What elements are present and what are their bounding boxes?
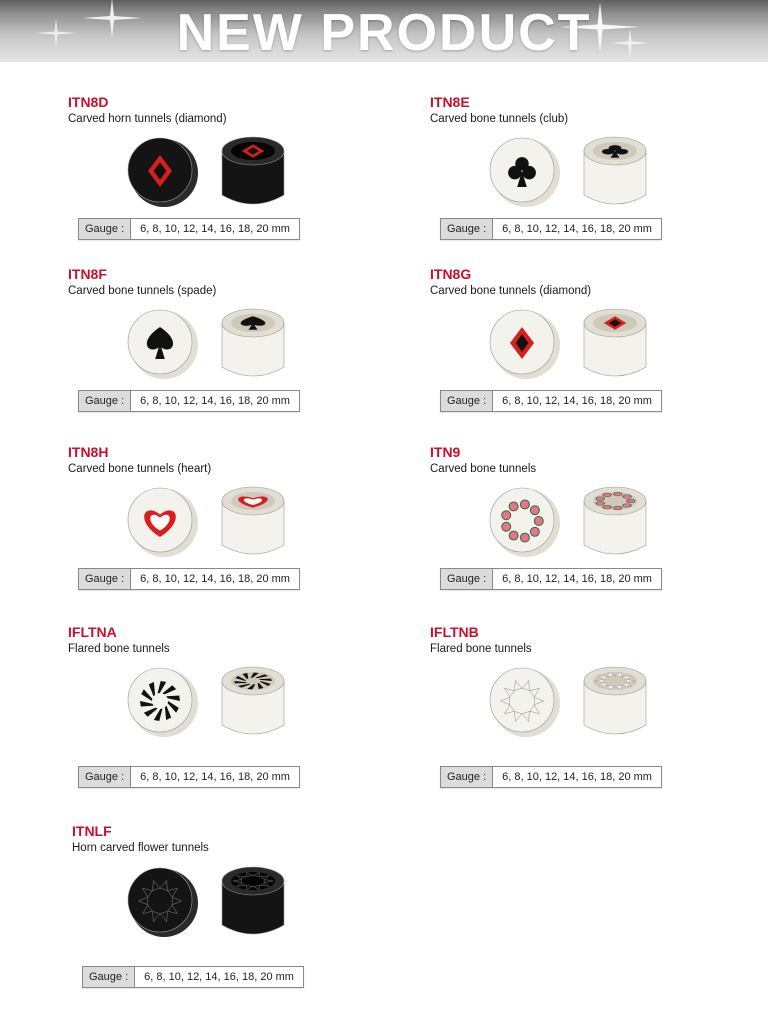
product-description: Carved bone tunnels (club) — [430, 113, 569, 125]
product-description: Flared bone tunnels — [68, 643, 170, 655]
gauge-box — [440, 568, 662, 590]
product-description: Carved bone tunnels (heart) — [68, 463, 212, 475]
product-code: ITN8E — [430, 94, 470, 110]
gauge-values: 6, 8, 10, 12, 14, 16, 18, 20 mm — [144, 971, 294, 983]
product-code: ITNLF — [72, 823, 112, 839]
product-photo — [120, 479, 300, 561]
product-code: IFLTNA — [68, 624, 117, 640]
gauge-label: Gauge : — [441, 391, 493, 411]
product-code: ITN9 — [430, 444, 461, 460]
gauge-box — [78, 766, 300, 788]
tunnel-plug-side — [222, 137, 284, 204]
tunnel-plug-front — [128, 868, 198, 937]
gauge-label: Gauge : — [441, 569, 493, 589]
product-description: Carved bone tunnels — [430, 463, 537, 475]
product-code: ITN8H — [68, 444, 109, 460]
gauge-box — [78, 218, 300, 240]
product-photo — [120, 301, 300, 383]
product-code: ITN8D — [68, 94, 109, 110]
tunnel-plug-side — [222, 867, 284, 934]
gauge-box — [440, 390, 662, 412]
gauge-box — [440, 766, 662, 788]
product-card — [430, 624, 730, 799]
product-card — [430, 266, 730, 441]
product-photo — [120, 659, 300, 741]
gauge-values: 6, 8, 10, 12, 14, 16, 18, 20 mm — [502, 223, 652, 235]
gauge-label: Gauge : — [79, 391, 131, 411]
gauge-values: 6, 8, 10, 12, 14, 16, 18, 20 mm — [140, 573, 290, 585]
tunnel-plug-front — [490, 488, 560, 557]
tunnel-plug-side — [584, 137, 646, 204]
product-code: ITN8G — [430, 266, 472, 282]
gauge-label: Gauge : — [83, 967, 135, 987]
tunnel-plug-front — [490, 668, 560, 737]
gauge-values: 6, 8, 10, 12, 14, 16, 18, 20 mm — [140, 223, 290, 235]
tunnel-plug-side — [584, 309, 646, 376]
product-code: ITN8F — [68, 266, 107, 282]
tunnel-plug-side — [222, 487, 284, 554]
gauge-box — [78, 390, 300, 412]
product-photo — [120, 129, 300, 211]
product-card — [72, 823, 372, 998]
tunnel-plug-side — [222, 667, 284, 734]
tunnel-plug-front — [128, 138, 198, 207]
tunnel-plug-front — [490, 310, 560, 379]
product-card — [430, 94, 730, 269]
tunnel-plug-front — [490, 138, 560, 207]
gauge-label: Gauge : — [441, 767, 493, 787]
gauge-values: 6, 8, 10, 12, 14, 16, 18, 20 mm — [502, 573, 652, 585]
product-card — [68, 624, 368, 799]
product-card — [68, 444, 368, 619]
gauge-box — [78, 568, 300, 590]
gauge-values: 6, 8, 10, 12, 14, 16, 18, 20 mm — [140, 771, 290, 783]
product-card — [68, 266, 368, 441]
product-code: IFLTNB — [430, 624, 479, 640]
gauge-values: 6, 8, 10, 12, 14, 16, 18, 20 mm — [502, 395, 652, 407]
tunnel-plug-side — [584, 487, 646, 554]
gauge-label: Gauge : — [79, 219, 131, 239]
product-photo — [482, 301, 662, 383]
product-photo — [482, 479, 662, 561]
gauge-label: Gauge : — [441, 219, 493, 239]
gauge-box — [82, 966, 304, 988]
tunnel-plug-side — [222, 309, 284, 376]
product-description: Carved bone tunnels (spade) — [68, 285, 217, 297]
gauge-values: 6, 8, 10, 12, 14, 16, 18, 20 mm — [502, 771, 652, 783]
tunnel-plug-side — [584, 667, 646, 734]
product-photo — [120, 859, 300, 941]
gauge-label: Gauge : — [79, 569, 131, 589]
product-description: Horn carved flower tunnels — [72, 842, 209, 854]
header-banner — [0, 0, 768, 62]
tunnel-plug-front — [128, 488, 198, 557]
product-photo — [482, 659, 662, 741]
product-description: Carved horn tunnels (diamond) — [68, 113, 227, 125]
tunnel-plug-front — [128, 668, 198, 737]
product-photo — [482, 129, 662, 211]
product-description: Flared bone tunnels — [430, 643, 532, 655]
page-title: NEW PRODUCT — [176, 4, 592, 62]
tunnel-plug-front — [128, 310, 198, 379]
gauge-label: Gauge : — [79, 767, 131, 787]
product-description: Carved bone tunnels (diamond) — [430, 285, 592, 297]
product-card — [68, 94, 368, 269]
gauge-values: 6, 8, 10, 12, 14, 16, 18, 20 mm — [140, 395, 290, 407]
gauge-box — [440, 218, 662, 240]
product-card — [430, 444, 730, 619]
